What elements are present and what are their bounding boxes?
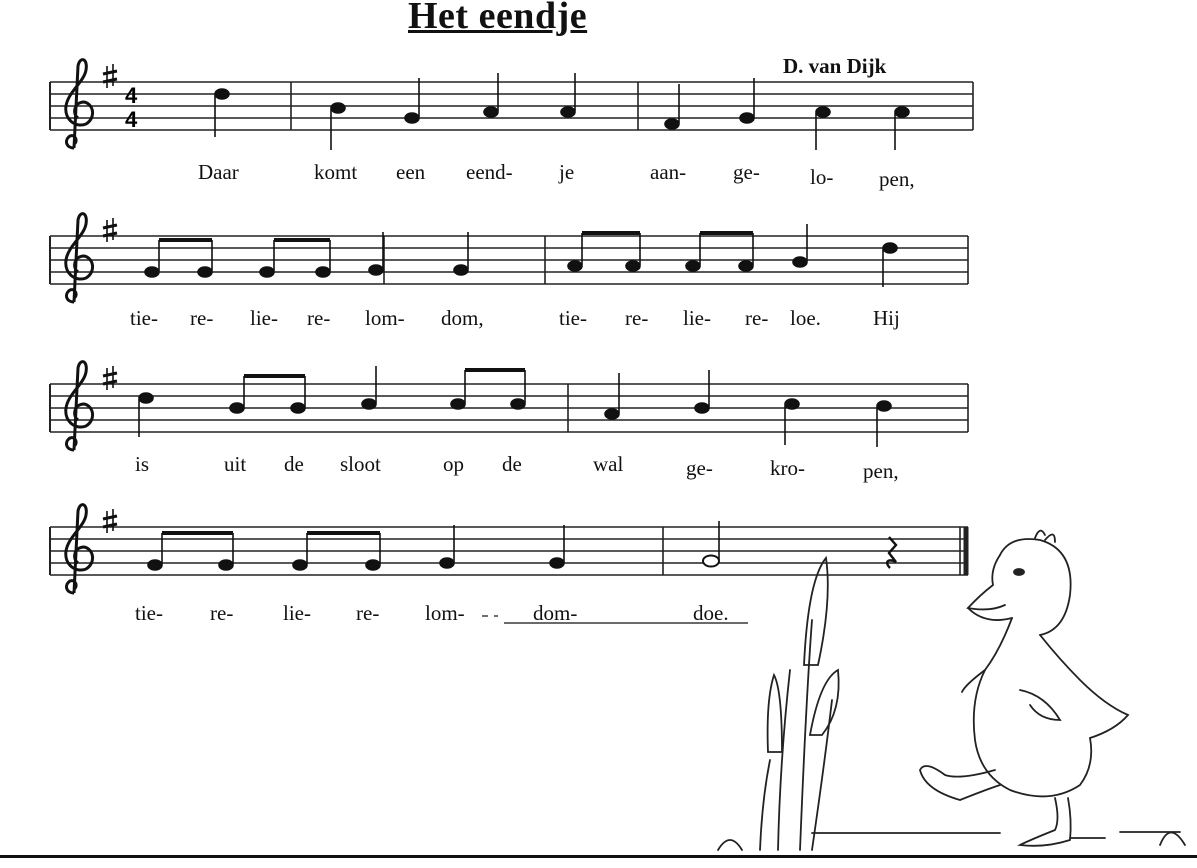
svg-text:4: 4 bbox=[125, 83, 138, 108]
song-title: Het eendje bbox=[408, 0, 588, 37]
lyric-syllable: de bbox=[284, 452, 304, 476]
lyric-syllable: pen, bbox=[863, 459, 899, 483]
lyric-syllable: lom- bbox=[425, 601, 465, 625]
staff-system-4 bbox=[50, 505, 968, 593]
treble-clef-icon bbox=[66, 362, 93, 450]
lyric-syllable: Daar bbox=[198, 160, 239, 184]
treble-clef-icon bbox=[66, 60, 93, 148]
notes-system-1 bbox=[215, 73, 909, 150]
notes-system-2 bbox=[145, 224, 897, 287]
lyric-syllable: lie- bbox=[283, 601, 311, 625]
lyric-syllable: re- bbox=[625, 306, 649, 330]
lyric-syllable: je bbox=[559, 160, 575, 184]
staff-system-3 bbox=[50, 362, 968, 450]
lyric-syllable: re- bbox=[210, 601, 234, 625]
lyric-syllable: ge- bbox=[686, 456, 713, 480]
staff-system-2 bbox=[50, 214, 968, 302]
lyric-syllable: lo- bbox=[810, 165, 834, 189]
staff-system-1 bbox=[50, 60, 973, 150]
composer-name: D. van Dijk bbox=[783, 54, 887, 78]
lyric-syllable: komt bbox=[314, 160, 358, 184]
sharp-icon bbox=[103, 64, 117, 88]
svg-text:4: 4 bbox=[125, 107, 138, 132]
lyric-syllable: lom- bbox=[365, 306, 405, 330]
lyric-syllable: re- bbox=[745, 306, 769, 330]
lyric-syllable: uit bbox=[224, 452, 247, 476]
lyric-syllable: re- bbox=[307, 306, 331, 330]
lyric-syllable: pen, bbox=[879, 167, 915, 191]
lyric-syllable: re- bbox=[190, 306, 214, 330]
lyric-syllable: ge- bbox=[733, 160, 760, 184]
lyric-syllable: dom, bbox=[441, 306, 484, 330]
lyric-syllable: re- bbox=[356, 601, 380, 625]
lyric-syllable: doe. bbox=[693, 601, 729, 625]
sharp-icon bbox=[103, 218, 117, 242]
treble-clef-icon bbox=[66, 505, 93, 593]
sharp-icon bbox=[103, 366, 117, 390]
lyric-syllable: tie- bbox=[559, 306, 587, 330]
lyric-syllable: eend- bbox=[466, 160, 513, 184]
treble-clef-icon bbox=[66, 214, 93, 302]
sharp-icon bbox=[103, 509, 117, 533]
page-bottom-border bbox=[0, 855, 1197, 858]
lyric-syllable: aan- bbox=[650, 160, 687, 184]
lyric-syllable: tie- bbox=[135, 601, 163, 625]
lyric-syllable: tie- bbox=[130, 306, 158, 330]
lyric-syllable: de bbox=[502, 452, 522, 476]
lyric-syllable: wal bbox=[593, 452, 624, 476]
lyric-syllable: Hij bbox=[873, 306, 900, 330]
lyric-syllable: op bbox=[443, 452, 464, 476]
lyric-syllable: lie- bbox=[683, 306, 711, 330]
notes-system-3 bbox=[139, 366, 891, 447]
lyric-syllable: lie- bbox=[250, 306, 278, 330]
lyric-syllable: kro- bbox=[770, 456, 805, 480]
lyric-syllable: loe. bbox=[790, 306, 821, 330]
duck-illustration bbox=[718, 531, 1185, 850]
lyric-syllable: sloot bbox=[340, 452, 381, 476]
lyric-syllable: dom- bbox=[533, 601, 578, 625]
lyric-syllable: een bbox=[396, 160, 426, 184]
lyric-syllable: is bbox=[135, 452, 150, 476]
melisma-extender-line bbox=[470, 612, 750, 626]
